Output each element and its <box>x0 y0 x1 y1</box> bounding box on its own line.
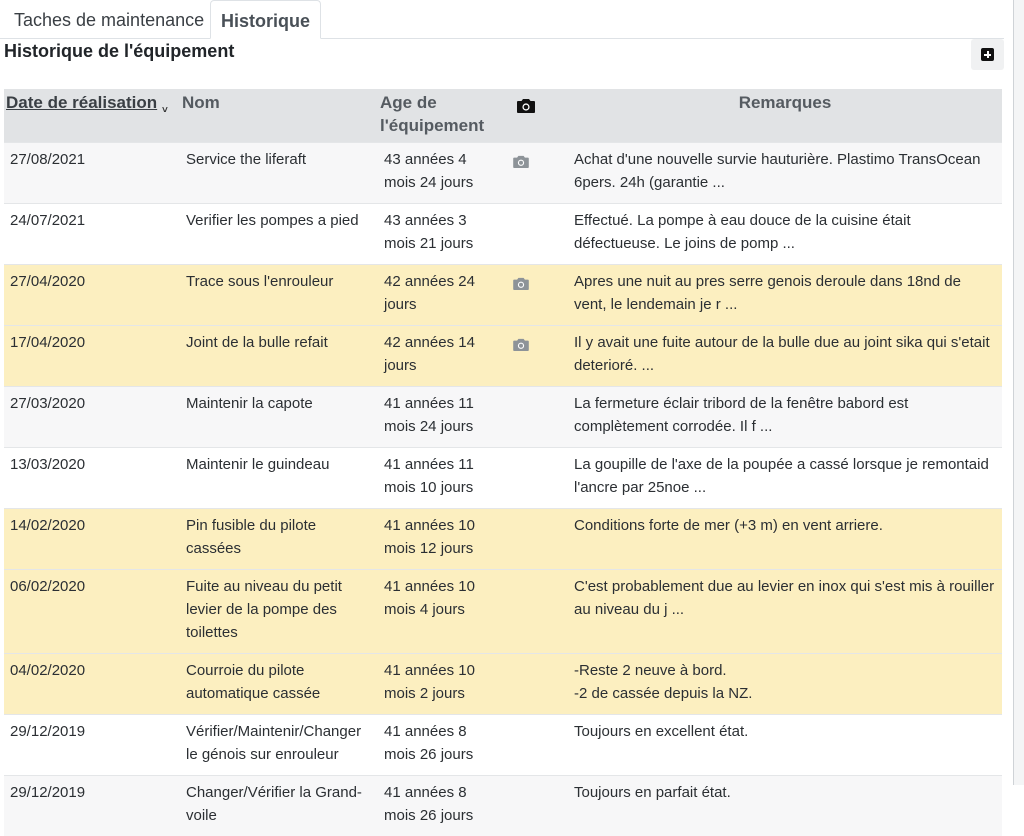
column-header-date[interactable] <box>4 89 180 143</box>
table-row[interactable] <box>4 509 1002 570</box>
cell-age: 41 années 10 mois 2 jours <box>378 654 501 715</box>
remarque-text: La fermeture éclair tribord de la fenêtre babord est complètement corrodée. Il f ... <box>574 392 996 438</box>
tab-bar <box>0 0 1004 39</box>
cell-date: 17/04/2020 <box>4 326 180 387</box>
cell-photo <box>501 776 568 836</box>
cell-nom[interactable]: Pin fusible du pilote cassées <box>180 509 378 570</box>
remarque-text: Achat d'une nouvelle survie hauturière. Plastimo TransOcean 6pers. 24h (garantie ... <box>574 148 996 194</box>
cell-remarques <box>568 776 1002 836</box>
cell-date: 04/02/2020 <box>4 654 180 715</box>
cell-photo <box>501 509 568 570</box>
column-header-remarques: Remarques <box>568 89 1002 143</box>
camera-icon <box>517 96 535 119</box>
table-row[interactable] <box>4 387 1002 448</box>
cell-remarques <box>568 570 1002 654</box>
camera-icon[interactable] <box>513 335 529 358</box>
cell-age: 43 années 4 mois 24 jours <box>378 143 501 204</box>
table-row[interactable] <box>4 265 1002 326</box>
cell-date: 27/03/2020 <box>4 387 180 448</box>
cell-nom[interactable]: Courroie du pilote automatique cassée <box>180 654 378 715</box>
scrollbar-track[interactable] <box>1013 0 1024 785</box>
table-row[interactable] <box>4 326 1002 387</box>
cell-nom[interactable]: Changer/Vérifier la Grand-voile <box>180 776 378 836</box>
cell-remarques <box>568 654 1002 715</box>
cell-age: 41 années 10 mois 12 jours <box>378 509 501 570</box>
cell-remarques <box>568 509 1002 570</box>
cell-date: 27/08/2021 <box>4 143 180 204</box>
column-header-age <box>378 89 501 143</box>
table-row[interactable] <box>4 570 1002 654</box>
cell-remarques <box>568 448 1002 509</box>
sort-caret-icon: ˅ <box>162 106 168 116</box>
cell-nom[interactable]: Maintenir le guindeau <box>180 448 378 509</box>
plus-square-icon <box>981 48 994 61</box>
cell-remarques <box>568 326 1002 387</box>
age-header-line1: Age de <box>380 93 437 112</box>
remarque-text: Toujours en excellent état. <box>574 720 996 743</box>
history-table <box>4 89 1002 836</box>
remarque-text: -Reste 2 neuve à bord. <box>574 659 996 682</box>
cell-date: 13/03/2020 <box>4 448 180 509</box>
cell-date: 06/02/2020 <box>4 570 180 654</box>
cell-nom[interactable]: Vérifier/Maintenir/Changer le génois sur enrouleur <box>180 715 378 776</box>
cell-age: 41 années 8 mois 26 jours <box>378 776 501 836</box>
cell-photo <box>501 448 568 509</box>
table-row[interactable] <box>4 204 1002 265</box>
table-row[interactable] <box>4 654 1002 715</box>
page-title: Historique de l'équipement <box>4 41 234 62</box>
cell-age: 41 années 11 mois 10 jours <box>378 448 501 509</box>
table-row[interactable] <box>4 448 1002 509</box>
cell-photo <box>501 143 568 204</box>
cell-date: 29/12/2019 <box>4 715 180 776</box>
tab-historique[interactable]: Historique <box>210 0 321 39</box>
column-header-photo <box>501 89 568 143</box>
sort-by-date-link[interactable]: Date de réalisation <box>6 91 157 114</box>
cell-nom[interactable]: Maintenir la capote <box>180 387 378 448</box>
cell-photo <box>501 570 568 654</box>
cell-age: 41 années 11 mois 24 jours <box>378 387 501 448</box>
cell-remarques <box>568 715 1002 776</box>
remarque-text: Il y avait une fuite autour de la bulle due au joint sika qui s'etait deterioré. ... <box>574 331 996 377</box>
cell-nom[interactable]: Trace sous l'enrouleur <box>180 265 378 326</box>
cell-age: 42 années 24 jours <box>378 265 501 326</box>
table-row[interactable] <box>4 776 1002 836</box>
cell-nom[interactable]: Verifier les pompes a pied <box>180 204 378 265</box>
cell-photo <box>501 326 568 387</box>
cell-remarques <box>568 387 1002 448</box>
add-entry-button[interactable] <box>971 39 1004 70</box>
cell-nom[interactable]: Service the liferaft <box>180 143 378 204</box>
cell-remarques <box>568 265 1002 326</box>
cell-date: 24/07/2021 <box>4 204 180 265</box>
cell-age: 41 années 8 mois 26 jours <box>378 715 501 776</box>
remarque-text: C'est probablement due au levier en inox qui s'est mis à rouiller au niveau du j ... <box>574 575 996 621</box>
remarque-text: -2 de cassée depuis la NZ. <box>574 682 996 705</box>
cell-photo <box>501 654 568 715</box>
cell-date: 14/02/2020 <box>4 509 180 570</box>
cell-photo <box>501 715 568 776</box>
cell-photo <box>501 204 568 265</box>
cell-age: 42 années 14 jours <box>378 326 501 387</box>
cell-nom[interactable]: Joint de la bulle refait <box>180 326 378 387</box>
cell-nom[interactable]: Fuite au niveau du petit levier de la pompe des toilettes <box>180 570 378 654</box>
cell-date: 29/12/2019 <box>4 776 180 836</box>
age-header-line2: l'équipement <box>380 116 484 135</box>
table-row[interactable] <box>4 143 1002 204</box>
table-body <box>4 143 1002 836</box>
remarque-text: Apres une nuit au pres serre genois deroule dans 18nd de vent, le lendemain je r ... <box>574 270 996 316</box>
cell-age: 41 années 10 mois 4 jours <box>378 570 501 654</box>
cell-remarques <box>568 204 1002 265</box>
tab-taches-de-maintenance[interactable]: Taches de maintenance <box>4 0 214 38</box>
remarque-text: La goupille de l'axe de la poupée a cassé lorsque je remontaid l'ancre par 25noe ... <box>574 453 996 499</box>
cell-age: 43 années 3 mois 21 jours <box>378 204 501 265</box>
cell-remarques <box>568 143 1002 204</box>
camera-icon[interactable] <box>513 274 529 297</box>
cell-date: 27/04/2020 <box>4 265 180 326</box>
table-row[interactable] <box>4 715 1002 776</box>
table-header-row <box>4 89 1002 143</box>
remarque-text: Effectué. La pompe à eau douce de la cuisine était défectueuse. Le joins de pomp ... <box>574 209 996 255</box>
cell-photo <box>501 265 568 326</box>
cell-photo <box>501 387 568 448</box>
remarque-text: Conditions forte de mer (+3 m) en vent arriere. <box>574 514 996 537</box>
remarque-text: Toujours en parfait état. <box>574 781 996 804</box>
camera-icon[interactable] <box>513 152 529 175</box>
column-header-nom: Nom <box>180 89 378 143</box>
